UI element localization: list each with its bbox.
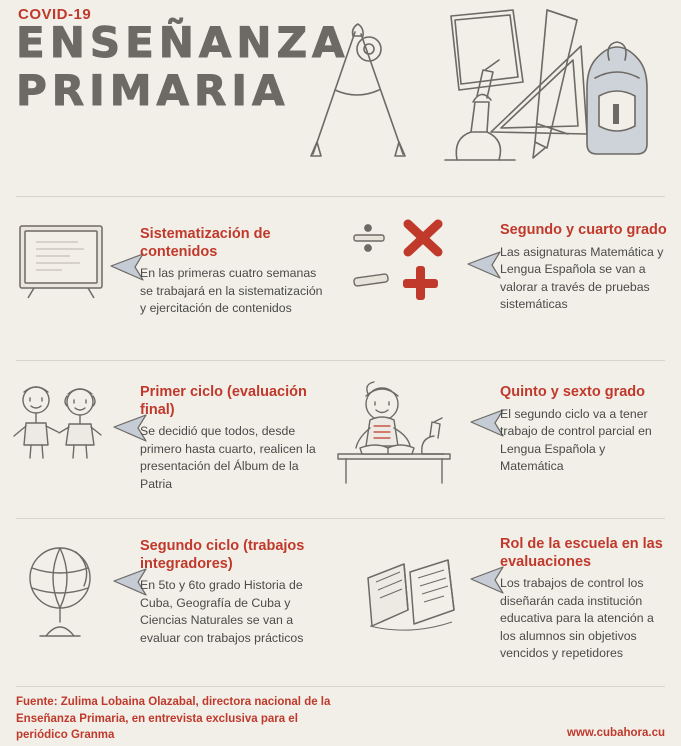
block-right-3-body: Los trabajos de control los diseñarán cada institución educativa para la atención a los alumnos sin objetivos vencidos y repetidores xyxy=(500,576,654,661)
open-books-icon xyxy=(360,548,465,638)
chalkboard-icon xyxy=(16,222,106,302)
kicker-covid19: COVID-19 xyxy=(18,6,92,23)
block-right-3-heading: Rol de la escuela en las evaluaciones xyxy=(500,536,663,570)
block-left-2 xyxy=(140,384,325,493)
arrow-left-icon xyxy=(465,408,505,438)
page-title-line-1: ENSEÑANZA xyxy=(16,18,350,67)
divider-row-2 xyxy=(16,518,665,519)
tablet-icon xyxy=(451,10,523,90)
globe-icon xyxy=(18,540,103,645)
pencil-icon xyxy=(533,10,577,158)
block-right-1 xyxy=(500,222,672,314)
block-left-3 xyxy=(140,538,325,647)
arrow-left-icon xyxy=(462,250,502,280)
page-title xyxy=(16,18,350,115)
divider-footer xyxy=(16,686,665,687)
block-left-1-heading: Sistematización de contenidos xyxy=(140,226,271,260)
block-left-3-heading: Segundo ciclo (trabajos integradores) xyxy=(140,538,305,572)
microscope-icon xyxy=(445,60,515,160)
source-note: Fuente: Zulima Lobaina Olazabal, directora nacional de la Enseñanza Primaria, en entrevista exclusiva para el periódico Granma xyxy=(16,696,331,742)
block-right-1-body: Las asignaturas Matemática y Lengua Española se van a valorar a través de pruebas sistemáticas xyxy=(500,244,664,312)
multiplication-sign-icon xyxy=(408,224,438,252)
page-title-line-2: PRIMARIA xyxy=(16,66,290,115)
block-left-3-body: En 5to y 6to grado Historia de Cuba, Geografía de Cuba y Ciencias Naturales se van a evaluar con trabajos prácticos xyxy=(140,578,304,645)
block-right-2-body: El segundo ciclo va a tener trabajo de control parcial en Lengua Española y Matemática xyxy=(500,406,652,474)
math-symbols-icon xyxy=(350,218,460,313)
arrow-left-icon xyxy=(465,565,505,595)
block-right-1-heading: Segundo y cuarto grado xyxy=(500,222,667,238)
minus-sign-icon xyxy=(354,274,389,287)
plus-sign-icon xyxy=(403,266,438,300)
division-sign-icon xyxy=(354,225,384,251)
block-right-3 xyxy=(500,536,672,663)
divider-row-1 xyxy=(16,360,665,361)
block-left-2-heading: Primer ciclo (evaluación final) xyxy=(140,384,307,418)
school-supplies-illustration xyxy=(295,4,675,190)
block-left-2-body: Se decidió que todos, desde primero hasta cuarto, realicen la presentación del Álbum de la Patria xyxy=(140,424,316,491)
divider-header xyxy=(16,196,665,197)
block-right-2 xyxy=(500,384,672,476)
block-left-1 xyxy=(140,226,325,318)
website-url[interactable]: www.cubahora.cu xyxy=(567,727,665,739)
backpack-icon xyxy=(587,42,647,154)
boy-studying-icon xyxy=(330,378,460,488)
block-right-2-heading: Quinto y sexto grado xyxy=(500,384,646,400)
two-children-icon xyxy=(6,382,116,460)
block-left-1-body: En las primeras cuatro semanas se trabajará en la sistematización y ejercitación de contenidos xyxy=(140,266,323,316)
microscope-small-icon xyxy=(422,418,444,454)
arrow-left-icon xyxy=(105,252,145,282)
